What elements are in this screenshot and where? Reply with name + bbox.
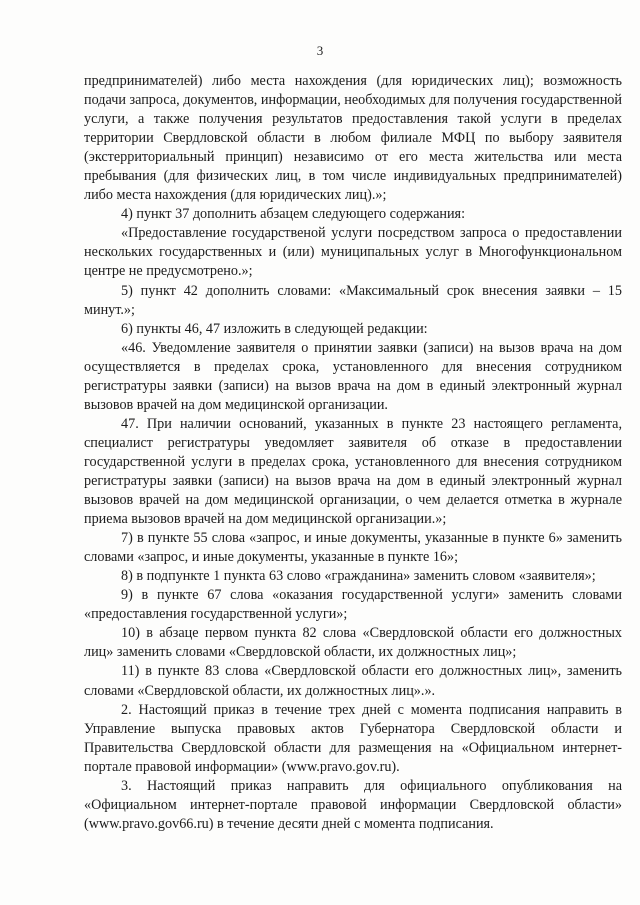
paragraph-continuation: предпринимателей) либо места нахождения (для юридических лиц); возможность подачи запроса, документов, информации, необходимых для получения государственной услуги, а также получения результатов предоставления такой услуги в пределах территории Свердловской области в любом филиале МФЦ по выбору заявителя (экстерриториальный принцип) независимо от его места жительства или места пребывания (для физических лиц, в том числе индивидуальных предпринимателей) либо места нахождения (для юридических лиц).»; <box>84 73 622 204</box>
paragraph-item-4: 4) пункт 37 дополнить абзацем следующего содержания: <box>121 206 466 223</box>
paragraph-item-5: 5) пункт 42 дополнить словами: «Максимальный срок внесения заявки – 15 минут.»; <box>84 282 622 318</box>
paragraph-item-10: 10) в абзаце первом пункта 82 слова «Свердловской области его должностных лиц» заменить словами «Свердловской области, их должностных лиц»; <box>84 625 622 661</box>
document-body <box>84 72 622 834</box>
paragraph-section-2: 2. Настоящий приказ в течение трех дней с момента подписания направить в Управление выпуска правовых актов Губернатора Свердловской области и Правительства Свердловской области для размещения на «Официальном интернет-портале правовой информации» (www.pravo.gov.ru). <box>84 701 622 775</box>
paragraph-item-9: 9) в пункте 67 слова «оказания государственной услуги» заменить словами «предоставления государственной услуги»; <box>84 587 622 623</box>
paragraph-clause-46: «46. Уведомление заявителя о принятии заявки (записи) на вызов врача на дом осуществляется в пределах срока, установленного для внесения сотрудником регистратуры заявки (записи) на вызов врача на дом в единый электронный журнал вызовов врачей на дом медицинской организации. <box>84 339 622 413</box>
paragraph-item-7: 7) в пункте 55 слова «запрос, и иные документы, указанные в пункте 6» заменить словами «запрос, и иные документы, указанные в пункте 16»; <box>84 530 622 566</box>
paragraph-clause-47: 47. При наличии оснований, указанных в пункте 23 настоящего регламента, специалист регистратуры уведомляет заявителя об отказе в предоставлении государственной услуги в пределах срока, установленного для внесения сотрудником регистратуры заявки (записи) на вызов врача на дом в единый электронный журнал вызовов врачей на дом медицинской организации, о чем делается отметка в журнале приема вызовов врачей на дом медицинской организации.»; <box>84 415 622 528</box>
paragraph-item-6: 6) пункты 46, 47 изложить в следующей редакции: <box>121 320 428 337</box>
paragraph-item-11: 11) в пункте 83 слова «Свердловской области его должностных лиц», заменить словами «Свердловской области, их должностных лиц».». <box>84 663 622 699</box>
paragraph-item-8: 8) в подпункте 1 пункта 63 слово «гражданина» заменить словом «заявителя»; <box>121 568 596 585</box>
paragraph-section-3: 3. Настоящий приказ направить для официального опубликования на «Официальном интернет-портале правовой информации Свердловской области» (www.pravo.gov66.ru) в течение десяти дней с момента подписания. <box>84 777 622 832</box>
page-number: 3 <box>316 43 324 58</box>
paragraph-quote-multiservice: «Предоставление государственой услуги посредством запроса о предоставлении нескольких государственных и (или) муниципальных услуг в Многофункциональном центре не предусмотрено.»; <box>84 225 622 280</box>
